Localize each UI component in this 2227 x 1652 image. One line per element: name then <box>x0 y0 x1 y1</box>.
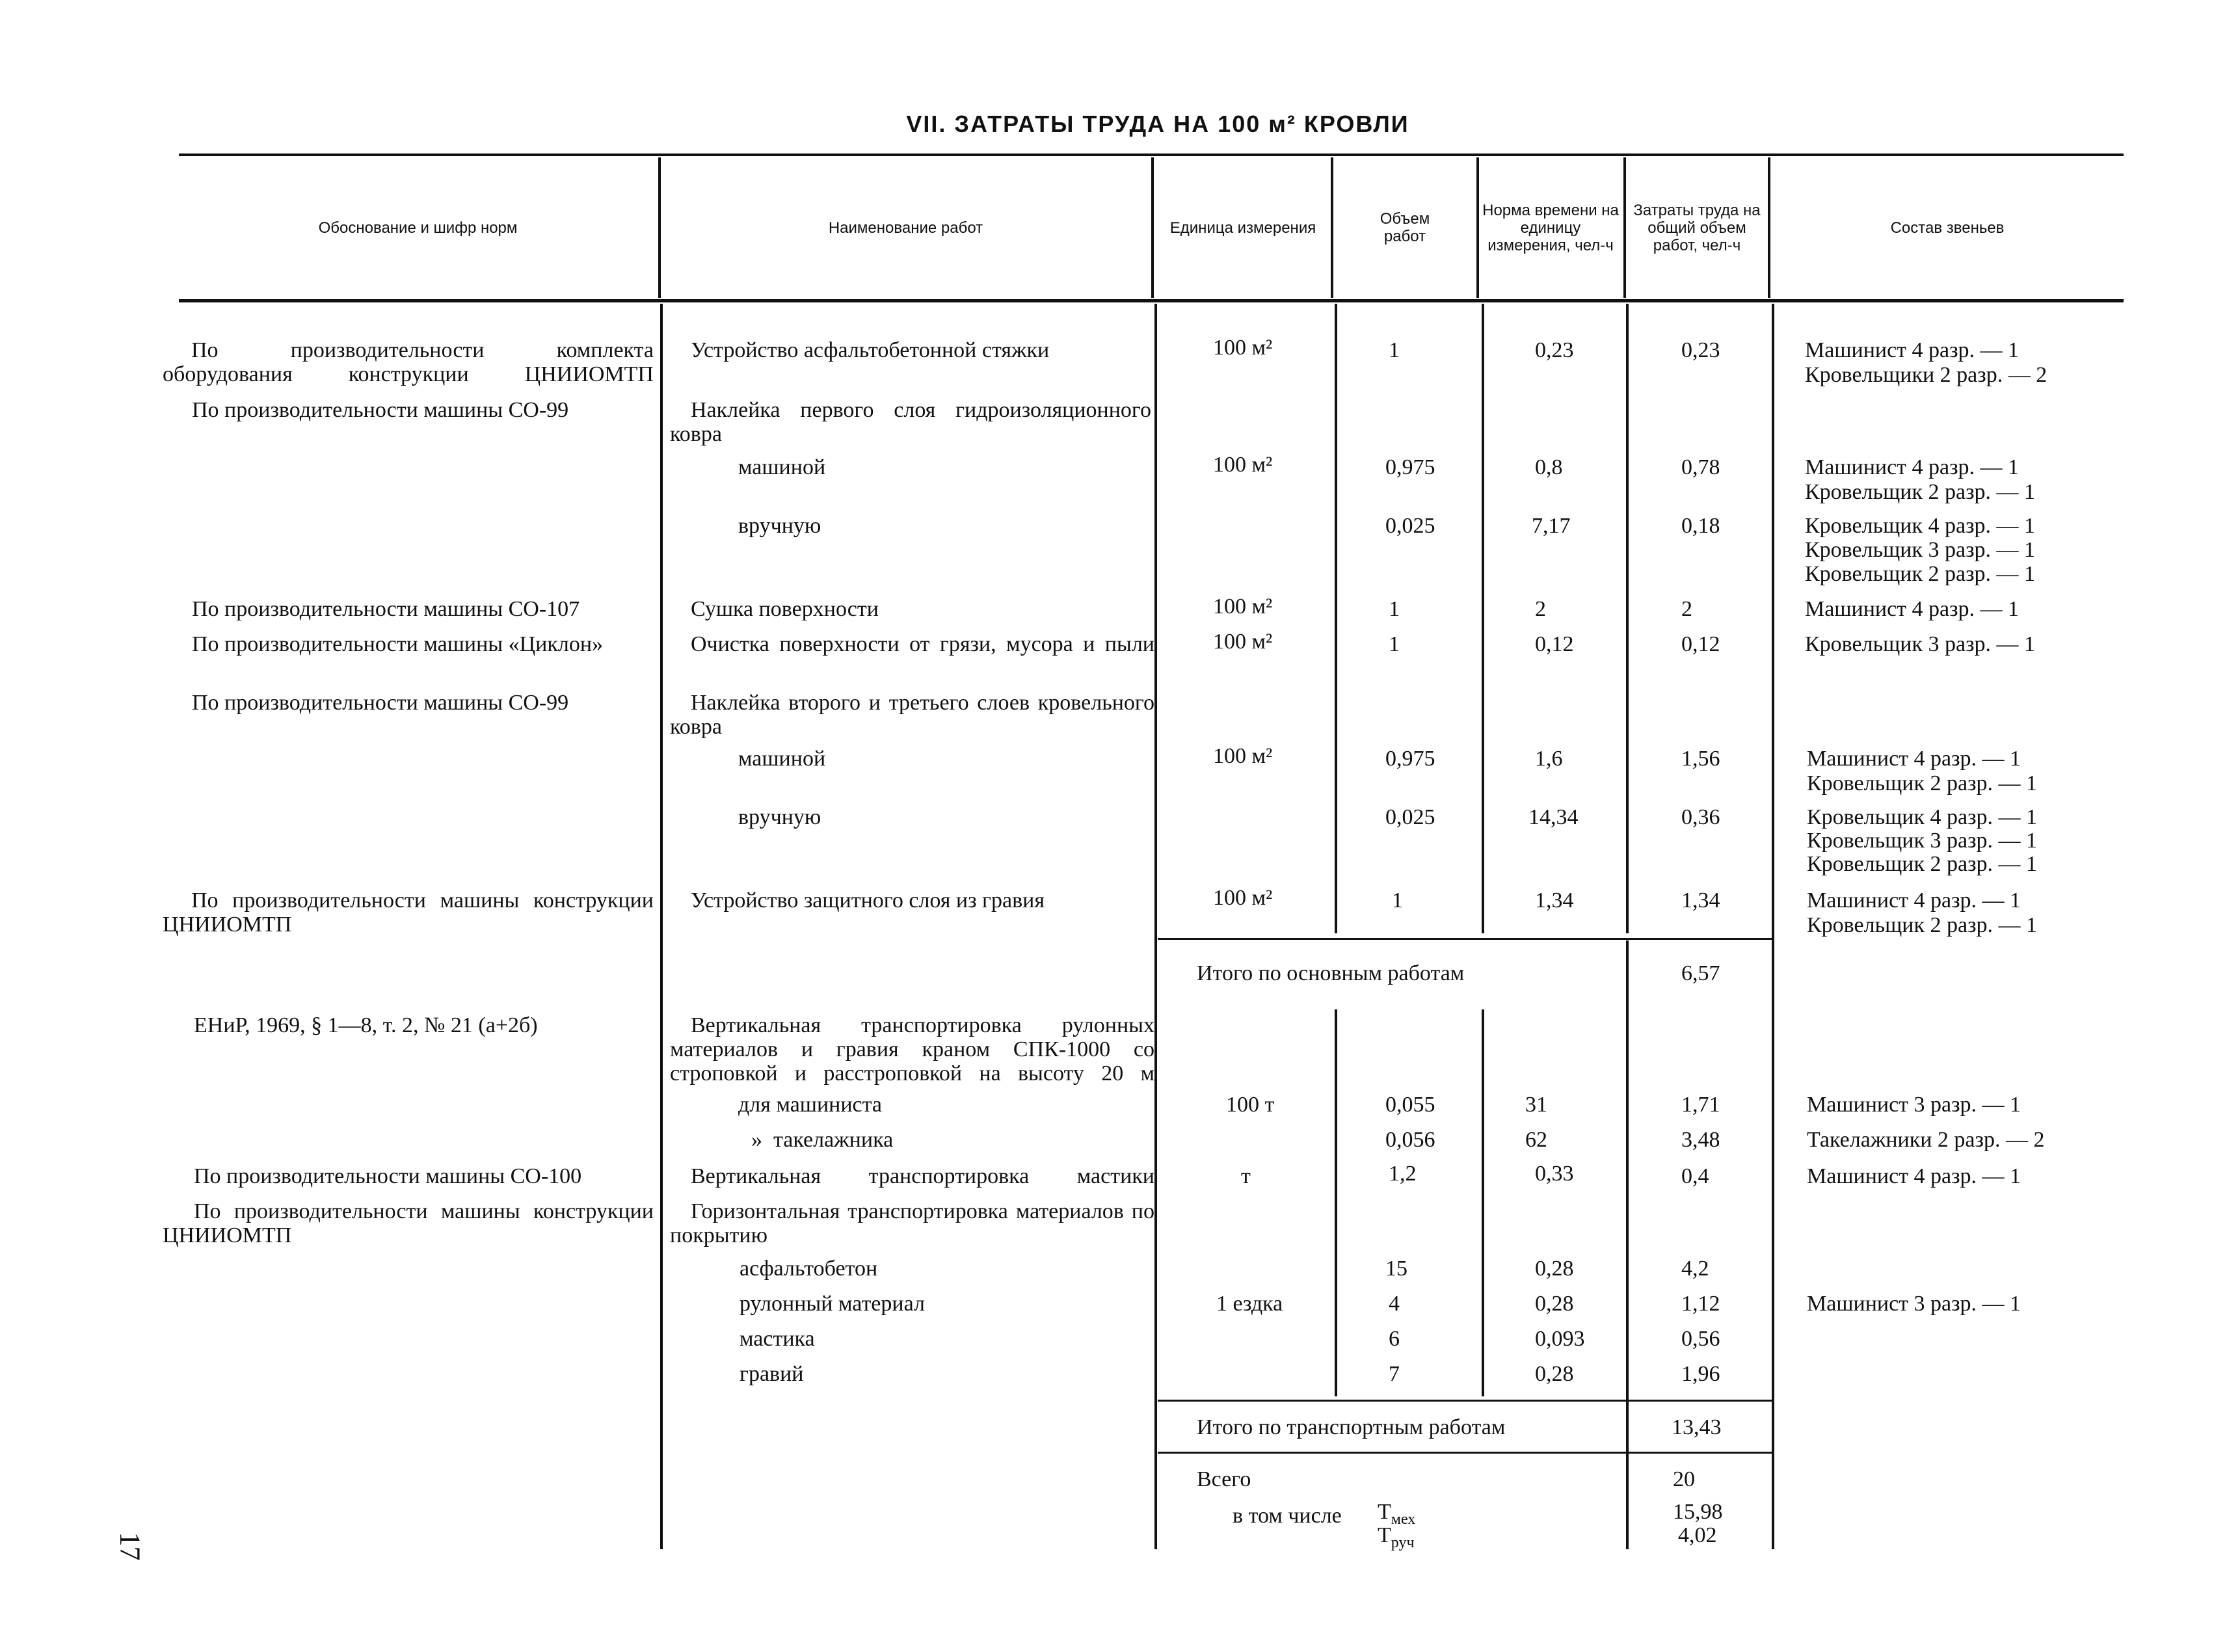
crew-cell: Машинист 4 разр. — 1 <box>1805 455 2020 479</box>
unit-cell: 100 м² <box>1213 336 1273 360</box>
crew-cell: Кровельщик 2 разр. — 1 <box>1805 480 2036 504</box>
norm-cell: 7,17 <box>1532 514 1571 538</box>
body-col-divider <box>1626 940 1629 1549</box>
header-unit: Единица измерения <box>1169 219 1316 237</box>
basis-cell: По производительности машины «Циклон» <box>192 632 604 656</box>
header-col-divider <box>1331 157 1333 298</box>
work-name-cell: машиной <box>738 747 826 771</box>
norm-cell: 0,33 <box>1535 1162 1574 1186</box>
total-value: 20 <box>1673 1467 1695 1491</box>
norm-cell: 2 <box>1535 597 1546 621</box>
unit-cell: 100 м² <box>1213 744 1273 768</box>
volume-cell: 15 <box>1385 1257 1407 1281</box>
t-mech-value: 15,98 <box>1673 1500 1723 1524</box>
volume-cell: 1 <box>1392 888 1403 913</box>
norm-cell: 14,34 <box>1528 805 1579 829</box>
crew-cell: Кровельщик 2 разр. — 1 <box>1807 913 2038 937</box>
norm-cell: 1,6 <box>1535 747 1563 771</box>
volume-cell: 0,975 <box>1385 747 1435 771</box>
norm-cell: 0,093 <box>1535 1327 1585 1351</box>
subtotal-rule <box>1158 1400 1772 1402</box>
unit-cell: 1 ездка <box>1216 1292 1283 1316</box>
labor-cell: 0,36 <box>1681 805 1720 829</box>
work-name-cell: Вертикальная транспортировка рулонных материалов и гравия краном СПК-1000 со строповкой и расстроповкой на высоту 20 м <box>670 1013 1154 1086</box>
volume-cell: 1 <box>1389 597 1400 621</box>
labor-cell: 0,23 <box>1681 338 1720 362</box>
crew-cell: Кровельщик 3 разр. — 1 <box>1805 632 2036 656</box>
unit-cell: 100 м² <box>1213 886 1273 910</box>
labor-cell: 2 <box>1681 597 1692 621</box>
total-label: Всего <box>1197 1467 1251 1491</box>
body-col-divider <box>1482 304 1484 933</box>
norm-cell: 1,34 <box>1535 888 1574 913</box>
labor-cell: 1,71 <box>1681 1093 1720 1117</box>
subtotal-transport-value: 13,43 <box>1672 1415 1722 1439</box>
header-col-divider <box>1768 157 1770 298</box>
labor-cell: 4,2 <box>1681 1257 1709 1281</box>
work-name-cell: Устройство асфальтобетонной стяжки <box>691 338 1050 362</box>
work-name-cell: асфальтобетон <box>740 1257 878 1281</box>
header-col-divider <box>1623 157 1626 298</box>
unit-cell: 100 т <box>1226 1093 1275 1117</box>
volume-cell: 4 <box>1389 1292 1400 1316</box>
basis-cell: По производительности машины конструкции ЦНИИОМТП <box>163 1199 654 1247</box>
norm-cell: 0,23 <box>1535 338 1574 362</box>
labor-cell: 0,18 <box>1681 514 1720 538</box>
work-name-cell: » такелажника <box>751 1128 894 1152</box>
norm-cell: 0,8 <box>1535 455 1563 479</box>
work-name-cell: Горизонтальная транспортировка материалов по покрытию <box>670 1199 1154 1247</box>
crew-cell: Кровельщик 4 разр. — 1 <box>1807 805 2038 829</box>
header-labor: Затраты труда на общий объем работ, чел-ч <box>1633 201 1761 254</box>
basis-cell: ЕНиР, 1969, § 1—8, т. 2, № 21 (а+2б) <box>194 1013 538 1037</box>
unit-cell: т <box>1241 1164 1251 1188</box>
body-col-divider <box>1335 304 1337 933</box>
crew-cell: Машинист 3 разр. — 1 <box>1807 1292 2021 1316</box>
body-col-divider <box>1626 304 1629 933</box>
page-number: 17 <box>114 1532 146 1561</box>
crew-cell: Машинист 4 разр. — 1 <box>1805 597 2020 621</box>
header-bottom-rule <box>179 299 2124 302</box>
labor-cell: 1,96 <box>1681 1362 1720 1386</box>
basis-cell: По производительности машины СО-107 <box>192 597 580 621</box>
header-top-rule <box>179 153 2124 156</box>
labor-cell: 3,48 <box>1681 1128 1720 1152</box>
volume-cell: 0,025 <box>1385 805 1435 829</box>
crew-cell: Кровельщик 2 разр. — 1 <box>1807 771 2038 795</box>
volume-cell: 0,975 <box>1385 455 1435 479</box>
basis-cell: По производительности машины СО-100 <box>194 1164 582 1188</box>
crew-cell: Машинист 4 разр. — 1 <box>1807 1164 2021 1188</box>
header-norm: Норма времени на единицу измерения, чел-ч <box>1482 201 1619 254</box>
volume-cell: 7 <box>1389 1362 1400 1386</box>
norm-cell: 62 <box>1525 1128 1547 1152</box>
basis-cell: По производительности машины СО-99 <box>192 691 569 715</box>
crew-cell: Машинист 3 разр. — 1 <box>1807 1093 2021 1117</box>
norm-cell: 31 <box>1525 1093 1547 1117</box>
work-name-cell: рулонный материал <box>740 1292 925 1316</box>
volume-cell: 1 <box>1389 632 1400 656</box>
basis-cell: По производительности машины СО-99 <box>192 398 569 422</box>
labor-cell: 1,56 <box>1681 747 1720 771</box>
subtotal-rule <box>1158 938 1772 940</box>
norm-cell: 0,28 <box>1535 1257 1574 1281</box>
crew-cell: Кровельщик 3 разр. — 1 <box>1807 829 2038 853</box>
subtotal-transport-label: Итого по транспортным работам <box>1197 1415 1506 1439</box>
labor-cell: 0,12 <box>1681 632 1720 656</box>
norm-cell: 0,28 <box>1535 1292 1574 1316</box>
work-name-cell: Вертикальная транспортировка мастики <box>691 1164 1154 1188</box>
norm-cell: 0,28 <box>1535 1362 1574 1386</box>
crew-cell: Машинист 4 разр. — 1 <box>1807 747 2021 771</box>
volume-cell: 0,055 <box>1385 1093 1435 1117</box>
labor-cell: 1,12 <box>1681 1292 1720 1316</box>
subtotal-main-value: 6,57 <box>1681 961 1720 985</box>
labor-cell: 0,56 <box>1681 1327 1720 1351</box>
unit-cell: 100 м² <box>1213 453 1273 477</box>
basis-cell: По производительности машины конструкции ЦНИИОМТП <box>163 888 654 937</box>
crew-cell: Кровельщик 2 разр. — 1 <box>1805 562 2036 586</box>
work-name-cell: гравий <box>740 1362 804 1386</box>
crew-cell: Машинист 4 разр. — 1 <box>1807 888 2021 913</box>
body-col-divider <box>1335 1009 1337 1396</box>
work-name-cell: мастика <box>740 1327 815 1351</box>
header-volume: Объем работ <box>1380 210 1430 245</box>
t-man-label: $Т_{руч}$ <box>1378 1523 1415 1551</box>
labor-cell: 0,78 <box>1681 455 1720 479</box>
subtotal-main-label: Итого по основным работам <box>1197 961 1465 985</box>
work-name-cell: Устройство защитного слоя из гравия <box>691 888 1045 913</box>
work-name-cell: Наклейка первого слоя гидроизоляционного ковра <box>670 398 1151 446</box>
crew-cell: Машинист 4 разр. — 1 <box>1805 338 2020 362</box>
work-name-cell: вручную <box>738 514 821 538</box>
work-name-cell: Очистка поверхности от грязи, мусора и пыли <box>691 632 1154 656</box>
t-mech-label: $Т_{мех}$ <box>1378 1500 1416 1528</box>
work-name-cell: Сушка поверхности <box>691 597 879 621</box>
volume-cell: 0,056 <box>1385 1128 1435 1152</box>
crew-cell: Кровельщики 2 разр. — 2 <box>1805 363 2047 387</box>
work-name-cell: для машиниста <box>738 1093 882 1117</box>
body-col-divider <box>1482 1009 1484 1396</box>
crew-cell: Такелажники 2 разр. — 2 <box>1807 1128 2045 1152</box>
labor-cell: 1,34 <box>1681 888 1720 913</box>
work-name-cell: Наклейка второго и третьего слоев кровельного ковра <box>670 691 1154 739</box>
crew-cell: Кровельщик 4 разр. — 1 <box>1805 514 2036 538</box>
header-name: Наименование работ <box>828 219 983 237</box>
volume-cell: 1 <box>1389 338 1400 362</box>
work-name-cell: машиной <box>738 455 826 479</box>
work-name-cell: вручную <box>738 805 821 829</box>
body-col-divider <box>1772 304 1774 1549</box>
incl-label: в том числе <box>1233 1504 1342 1528</box>
volume-cell: 0,025 <box>1385 514 1435 538</box>
volume-cell: 6 <box>1389 1327 1400 1351</box>
t-man-value: 4,02 <box>1678 1523 1717 1547</box>
crew-cell: Кровельщик 2 разр. — 1 <box>1807 852 2038 876</box>
unit-cell: 100 м² <box>1213 630 1273 654</box>
page-title: VII. ЗАТРАТЫ ТРУДА НА 100 м² КРОВЛИ <box>906 111 1409 137</box>
labor-cell: 0,4 <box>1681 1164 1709 1188</box>
body-col-divider <box>1154 304 1157 1549</box>
basis-cell: По производительности комплекта оборудования конструкции ЦНИИОМТП <box>163 338 654 386</box>
subtotal-rule <box>1158 1452 1772 1454</box>
body-col-divider <box>660 304 663 1549</box>
header-col-divider <box>658 157 661 298</box>
header-crew: Состав звеньев <box>1890 219 2005 237</box>
volume-cell: 1,2 <box>1389 1162 1417 1186</box>
header-col-divider <box>1151 157 1154 298</box>
norm-cell: 0,12 <box>1535 632 1574 656</box>
unit-cell: 100 м² <box>1213 594 1273 619</box>
crew-cell: Кровельщик 3 разр. — 1 <box>1805 538 2036 562</box>
header-basis: Обоснование и шифр норм <box>318 219 518 237</box>
header-col-divider <box>1476 157 1479 298</box>
